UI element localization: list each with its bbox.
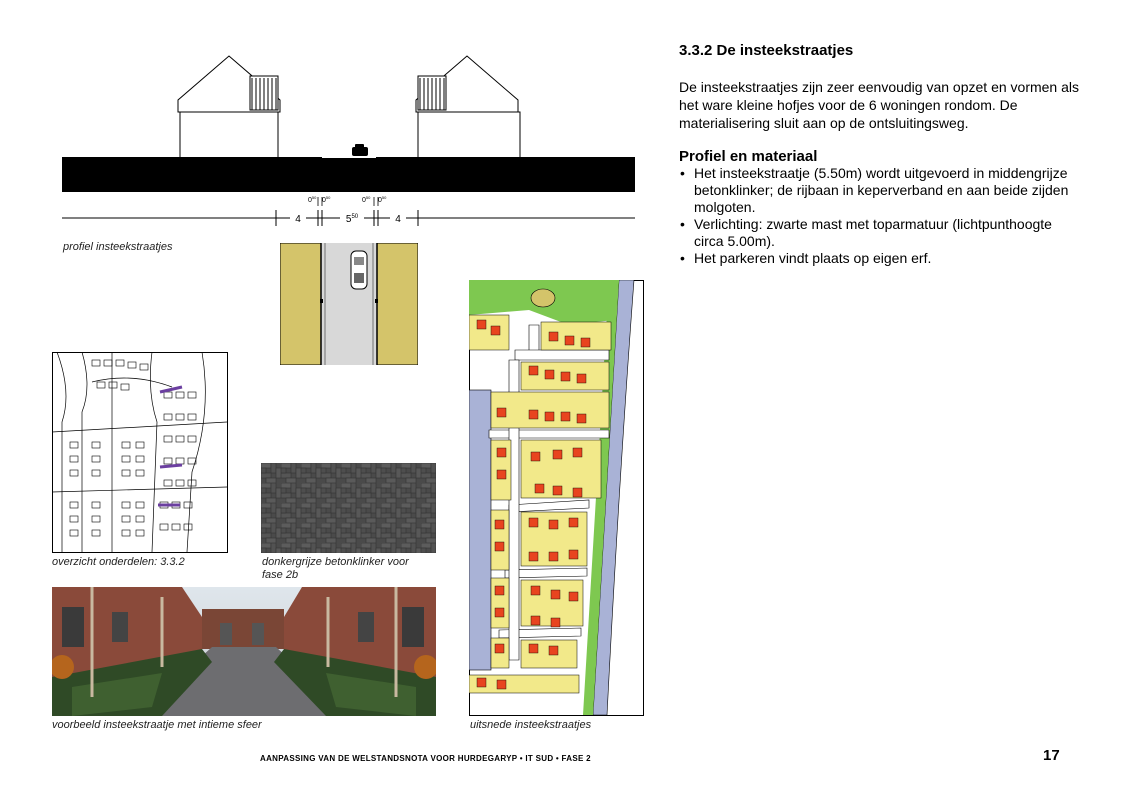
house-left-hatch — [252, 78, 276, 110]
road-plan — [321, 243, 377, 365]
caption-uitsnede: uitsnede insteekstraatjes — [470, 719, 592, 731]
dim-left: 4 — [295, 214, 301, 225]
gutter-dim: $0^{50}$ — [322, 195, 331, 204]
caption-klinker: donkergrijze betonklinker voor fase 2b — [262, 556, 409, 581]
bullet-item: • Het parkeren vindt plaats op eigen erf. — [679, 250, 1079, 267]
caption-voorbeeld: voorbeeld insteekstraatje met intieme sfeer — [52, 719, 262, 731]
bullet-item: • Het insteekstraatje (5.50m) wordt uitgevoerd in middengrijze betonklinker; de rijbaan in keperverband en aan beide zijden molgoten. — [679, 165, 1079, 216]
overview-map — [52, 352, 228, 553]
bullet-item: • Verlichting: zwarte mast met toparmatuur (lichtpunthoogte circa 5.00m). — [679, 216, 1079, 250]
profile-ground — [62, 157, 635, 192]
house-left — [178, 56, 280, 157]
house-right-hatch — [420, 78, 444, 110]
car-icon — [352, 144, 368, 156]
page-number: 17 — [1043, 747, 1060, 764]
section-heading: 3.3.2 De insteekstraatjes — [679, 42, 854, 59]
street-plan-section — [280, 243, 418, 365]
gutter-dim: $0^{50}$ — [362, 195, 371, 204]
car-top-icon — [351, 251, 367, 289]
caption-profiel: profiel insteekstraatjes — [63, 241, 173, 253]
caption-overzicht: overzicht onderdelen: 3.3.2 — [52, 556, 185, 568]
site-plan — [469, 280, 644, 716]
dim-right: 4 — [395, 214, 401, 225]
bullet-list — [679, 165, 1079, 267]
sub-heading: Profiel en materiaal — [679, 148, 818, 165]
street-photo — [52, 587, 436, 716]
intro-paragraph: De insteekstraatjes zijn zeer eenvoudig van opzet en vormen als het ware kleine hofjes voor de 6 woningen rondom. De materialisering sluit aan op de ontsluitingsweg. — [679, 79, 1079, 131]
gutter-dim: $0^{50}$ — [378, 195, 387, 204]
footer-text: AANPASSING VAN DE WELSTANDSNOTA VOOR HURDEGARYP • IT SUD • FASE 2 — [260, 754, 591, 763]
street-profile-drawing — [60, 50, 640, 230]
paving-photo — [261, 463, 436, 553]
gutter-dim: $0^{50}$ — [308, 195, 317, 204]
dim-middle: $5^{50}$ — [345, 214, 359, 225]
